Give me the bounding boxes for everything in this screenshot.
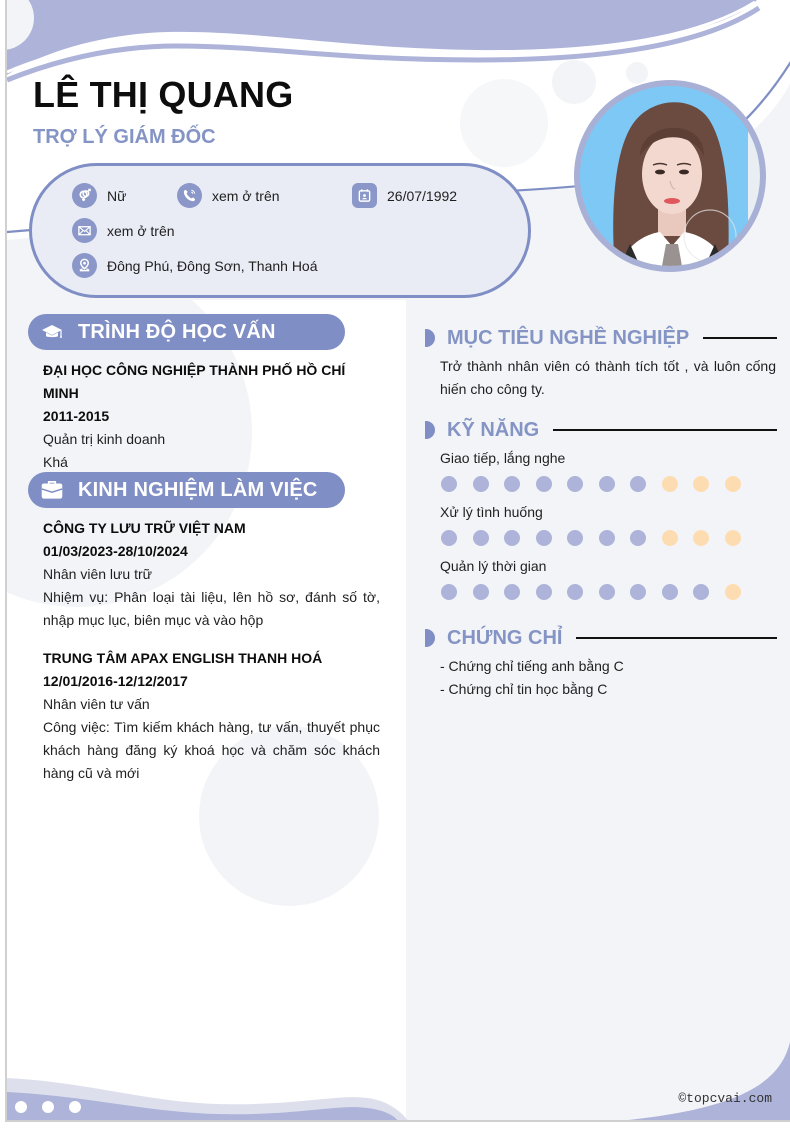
job-description: Nhiệm vụ: Phân loại tài liệu, lên hồ sơ, đánh số tờ, nhập mục lục, biên mục và vào hộp: [43, 589, 380, 628]
skill-dot-filled: [536, 530, 552, 546]
skill-rating: [441, 530, 741, 546]
contact-info-box: [29, 163, 531, 298]
skill-dot-empty: [725, 584, 741, 600]
skill-dot-empty: [693, 476, 709, 492]
skill-dot-filled: [441, 476, 457, 492]
job-period: 12/01/2016-12/12/2017: [43, 673, 188, 689]
skill-dot-filled: [536, 476, 552, 492]
skill-dot-filled: [693, 584, 709, 600]
job-description: Công việc: Tìm kiếm khách hàng, tư vấn, thuyết phục khách hàng đăng ký khoá học và chăm sóc khách hàng cũ và mới: [43, 719, 380, 781]
skill-name: Quản lý thời gian: [440, 558, 547, 574]
divider: [703, 337, 777, 339]
experience-title: KINH NGHIỆM LÀM VIỆC: [78, 478, 318, 501]
skill-name: Xử lý tình huống: [440, 504, 543, 520]
objective-title: MỤC TIÊU NGHỀ NGHIỆP: [447, 326, 690, 349]
cv-page: [5, 0, 790, 1122]
job-company: TRUNG TÂM APAX ENGLISH THANH HOÁ: [43, 650, 323, 666]
contact-email: [72, 218, 175, 243]
education-grade: Khá: [43, 454, 68, 470]
education-title: TRÌNH ĐỘ HỌC VẤN: [78, 320, 276, 343]
contact-gender: [72, 183, 126, 208]
job-company: CÔNG TY LƯU TRỮ VIỆT NAM: [43, 520, 246, 536]
skill-dot-filled: [599, 530, 615, 546]
job-entry: [43, 647, 380, 785]
skill-dot-empty: [725, 530, 741, 546]
skill-dot-filled: [536, 584, 552, 600]
skill-dot-filled: [504, 476, 520, 492]
certificate-item: - Chứng chỉ tin học bằng C: [440, 681, 608, 697]
objective-text: Trở thành nhân viên có thành tích tốt , và luôn cống hiến cho công ty.: [440, 358, 776, 397]
education-section-header: [28, 314, 345, 350]
job-position: Nhân viên tư vấn: [43, 696, 150, 712]
avatar: [580, 86, 760, 266]
skill-dot-filled: [504, 584, 520, 600]
skill-dot-filled: [599, 476, 615, 492]
contact-phone: [177, 183, 280, 208]
job-position: Nhân viên lưu trữ: [43, 566, 153, 582]
certificates-list: [440, 655, 776, 701]
skill-name: Giao tiếp, lắng nghe: [440, 450, 566, 466]
skill-dot-filled: [473, 530, 489, 546]
mail-icon: [72, 218, 97, 243]
education-entry: [43, 359, 380, 474]
phone-icon: [177, 183, 202, 208]
skill-dot-filled: [630, 476, 646, 492]
contact-address: [72, 253, 318, 278]
skill-dot-filled: [599, 584, 615, 600]
experience-section-header: [28, 472, 345, 508]
skill-dot-filled: [567, 530, 583, 546]
skill-dot-filled: [441, 584, 457, 600]
skill-dot-empty: [662, 530, 678, 546]
certificate-item: - Chứng chỉ tiếng anh bằng C: [440, 658, 624, 674]
skills-section-header: [425, 417, 777, 443]
skill-rating: [441, 584, 741, 600]
skill-dot-filled: [473, 584, 489, 600]
skill-dot-filled: [630, 584, 646, 600]
skill-dot-filled: [441, 530, 457, 546]
skill-dot-empty: [725, 476, 741, 492]
skill-dot-filled: [473, 476, 489, 492]
job-title: TRỢ LÝ GIÁM ĐỐC: [33, 126, 216, 148]
email-value: xem ở trên: [107, 222, 175, 239]
briefcase-icon: [38, 476, 66, 504]
certificates-section-header: [425, 625, 777, 651]
skill-dot-filled: [567, 584, 583, 600]
candidate-name: LÊ THỊ QUANG: [33, 74, 294, 115]
skills-title: KỸ NĂNG: [447, 418, 540, 441]
calendar-icon: [352, 183, 377, 208]
avatar-frame: [574, 80, 766, 272]
job-entry: [43, 517, 380, 632]
certificates-title: CHỨNG CHỈ: [447, 626, 563, 649]
skill-dot-empty: [662, 476, 678, 492]
job-period: 01/03/2023-28/10/2024: [43, 543, 188, 559]
divider: [576, 637, 777, 639]
graduation-cap-icon: [38, 318, 66, 346]
gender-value: Nữ: [107, 187, 127, 204]
skill-rating: [441, 476, 741, 492]
watermark: ©topcvai.com: [678, 1091, 772, 1106]
gender-icon: [72, 183, 97, 208]
skill-dot-empty: [693, 530, 709, 546]
skill-dot-filled: [630, 530, 646, 546]
half-circle-bullet-icon: [425, 629, 435, 647]
skill-dot-filled: [504, 530, 520, 546]
birthday-value: 26/07/1992: [387, 187, 458, 204]
half-circle-bullet-icon: [425, 329, 435, 347]
half-circle-bullet-icon: [425, 421, 435, 439]
school-name: ĐẠI HỌC CÔNG NGHIỆP THÀNH PHỐ HỒ CHÍ MINH: [43, 362, 346, 401]
education-major: Quản trị kinh doanh: [43, 431, 166, 447]
education-period: 2011-2015: [43, 408, 110, 424]
divider: [553, 429, 777, 431]
skill-dot-filled: [662, 584, 678, 600]
address-value: Đông Phú, Đông Sơn, Thanh Hoá: [107, 257, 318, 274]
location-pin-icon: [72, 253, 97, 278]
skill-dot-filled: [567, 476, 583, 492]
phone-value: xem ở trên: [212, 187, 280, 204]
objective-section-header: [425, 325, 777, 351]
contact-birthday: [352, 183, 457, 208]
